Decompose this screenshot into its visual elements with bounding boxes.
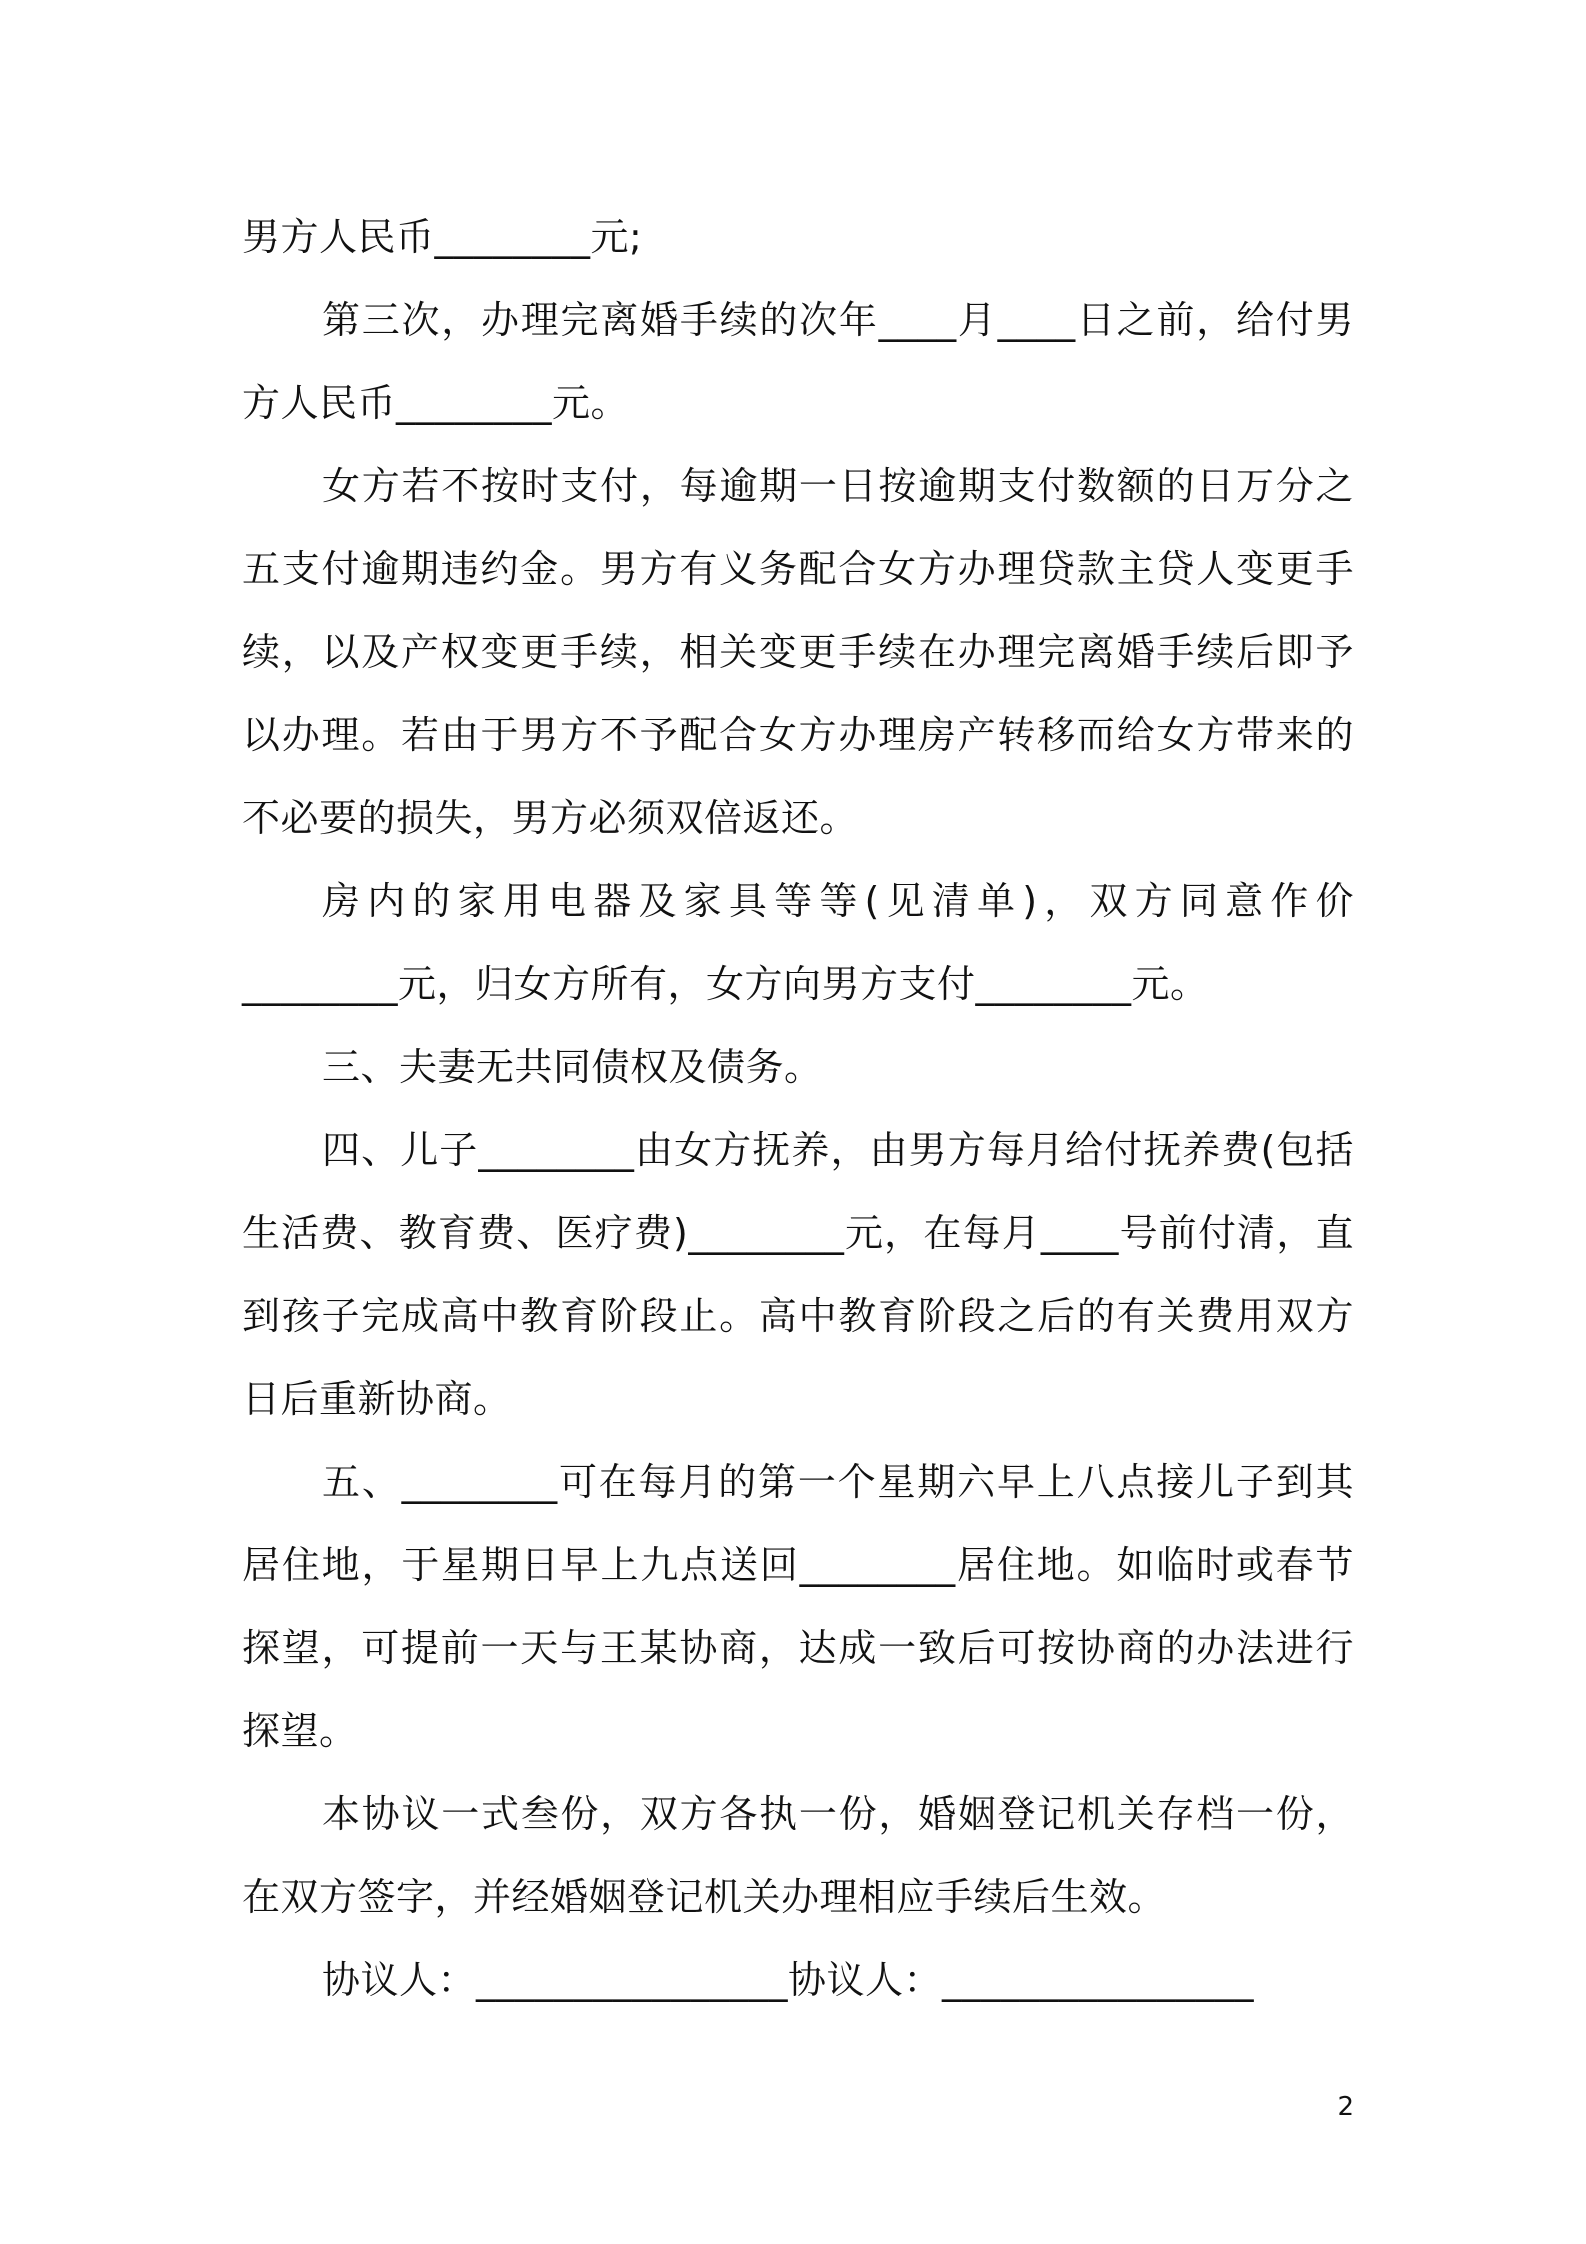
paragraph-clause-five: 五、________可在每月的第一个星期六早上八点接儿子到其居住地，于星期日早上九点送回________居住地。如临时或春节探望，可提前一天与王某协商，达成一致后可按协商的办法进行探望。 <box>242 1460 1354 1753</box>
page-number: 2 <box>1337 2092 1354 2122</box>
paragraph-clause-three: 三、夫妻无共同债权及债务。 <box>322 1045 823 1089</box>
paragraph-clause-four: 四、儿子________由女方抚养，由男方每月给付抚养费(包括生活费、教育费、医疗费)________元，在每月____号前付清，直到孩子完成高中教育阶段止。高中教育阶段之后的有关费用双方日后重新协商。 <box>242 1128 1354 1421</box>
paragraph-signatories: 协议人：________________协议人：________________ <box>322 1958 1255 2002</box>
paragraph-appliances: 房内的家用电器及家具等等(见清单)，双方同意作价________元，归女方所有，女方向男方支付________元。 <box>242 879 1354 1006</box>
paragraph-copies: 本协议一式叁份，双方各执一份，婚姻登记机关存档一份，在双方签字，并经婚姻登记机关办理相应手续后生效。 <box>242 1792 1354 1919</box>
paragraph-payment-line: 男方人民币________元; <box>242 215 643 259</box>
paragraph-third-payment: 第三次，办理完离婚手续的次年____月____日之前，给付男方人民币________元。 <box>242 298 1354 425</box>
paragraph-late-penalty: 女方若不按时支付，每逾期一日按逾期支付数额的日万分之五支付逾期违约金。男方有义务配合女方办理贷款主贷人变更手续，以及产权变更手续，相关变更手续在办理完离婚手续后即予以办理。若由于男方不予配合女方办理房产转移而给女方带来的不必要的损失，男方必须双倍返还。 <box>242 464 1354 840</box>
document-body <box>242 196 1354 2022</box>
